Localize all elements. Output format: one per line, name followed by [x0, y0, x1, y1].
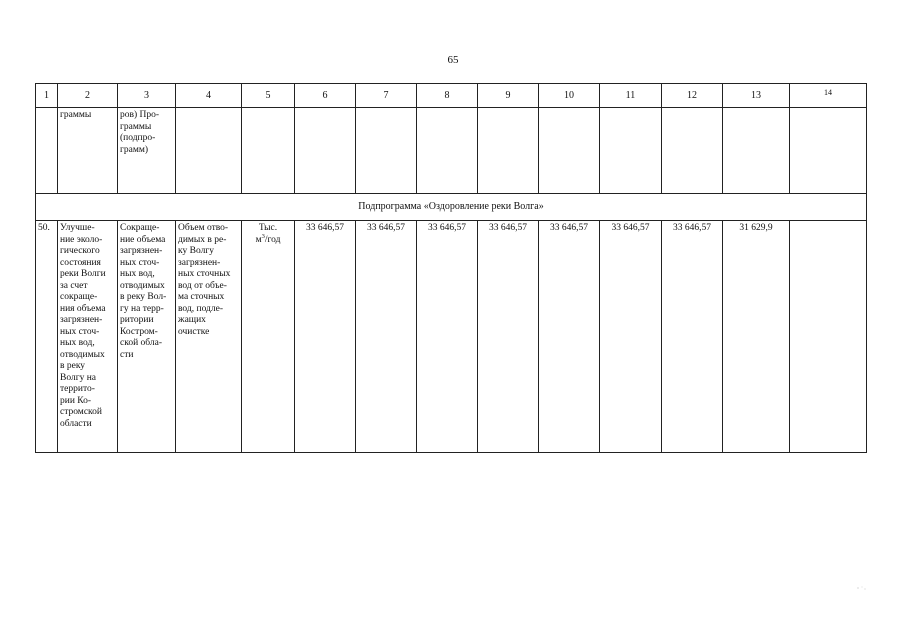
row-unit	[242, 221, 295, 453]
page-number: 65	[447, 54, 459, 66]
header-cont-col2: граммы	[58, 108, 118, 194]
col-number-4: 4	[176, 84, 242, 108]
cell-empty	[600, 108, 662, 194]
value-col-11: 33 646,57	[600, 221, 662, 453]
cell-empty	[790, 108, 867, 194]
value-col-13: 31 629,9	[723, 221, 790, 453]
header-continuation-row	[36, 108, 867, 194]
col-number-3: 3	[118, 84, 176, 108]
cell-empty	[662, 108, 723, 194]
value-col-8: 33 646,57	[417, 221, 478, 453]
cell-empty	[176, 108, 242, 194]
value-col-12: 33 646,57	[662, 221, 723, 453]
cell-empty	[36, 108, 58, 194]
value-col-7: 33 646,57	[356, 221, 417, 453]
col-number-2: 2	[58, 84, 118, 108]
cell-empty	[539, 108, 600, 194]
col-number-11: 11	[600, 84, 662, 108]
value-col-6: 33 646,57	[295, 221, 356, 453]
col-number-7: 7	[356, 84, 417, 108]
scan-mark	[855, 585, 867, 591]
unit-superscript: 3	[261, 232, 265, 240]
col-number-9: 9	[478, 84, 539, 108]
col-number-12: 12	[662, 84, 723, 108]
cell-empty	[723, 108, 790, 194]
unit-suffix: /год	[264, 234, 281, 245]
cell-empty	[356, 108, 417, 194]
cell-empty	[417, 108, 478, 194]
indicators-table	[35, 83, 867, 453]
col-number-10: 10	[539, 84, 600, 108]
row-indicator: Объем отво- димых в ре- ку Волгу загрязнен- ных сточных вод от объе- ма сточных вод, подле- жащих очистке	[176, 221, 242, 453]
row-goal: Улучше- ние эколо- гического состояния реки Волги за счет сокраще- ния объема загрязнен- ных сточ- ных вод, отводимых в реку Волгу на террито- рии Ко- стромской области	[58, 221, 118, 453]
row-task: Сокраще- ние объема загрязнен- ных сточ- ных вод, отводимых в реку Вол- гу на терр- ритории Костром- ской обла- сти	[118, 221, 176, 453]
cell-empty	[242, 108, 295, 194]
unit-prefix: Тыс.	[258, 223, 278, 233]
subprogram-title: Подпрограмма «Оздоровление реки Волга»	[36, 194, 867, 221]
cell-empty	[295, 108, 356, 194]
col-number-5: 5	[242, 84, 295, 108]
header-cont-col3: ров) Про- граммы (подпро- грамм)	[118, 108, 176, 194]
row-number: 50.	[36, 221, 58, 453]
value-col-10: 33 646,57	[539, 221, 600, 453]
table-row	[36, 221, 867, 453]
subprogram-row	[36, 194, 867, 221]
column-number-row	[36, 84, 867, 108]
unit-main: м	[255, 234, 262, 245]
col-number-13: 13	[723, 84, 790, 108]
col-number-1: 1	[36, 84, 58, 108]
col-number-14: 14	[790, 84, 867, 108]
col-number-8: 8	[417, 84, 478, 108]
value-col-14	[790, 221, 867, 453]
col-number-6: 6	[295, 84, 356, 108]
value-col-9: 33 646,57	[478, 221, 539, 453]
cell-empty	[478, 108, 539, 194]
